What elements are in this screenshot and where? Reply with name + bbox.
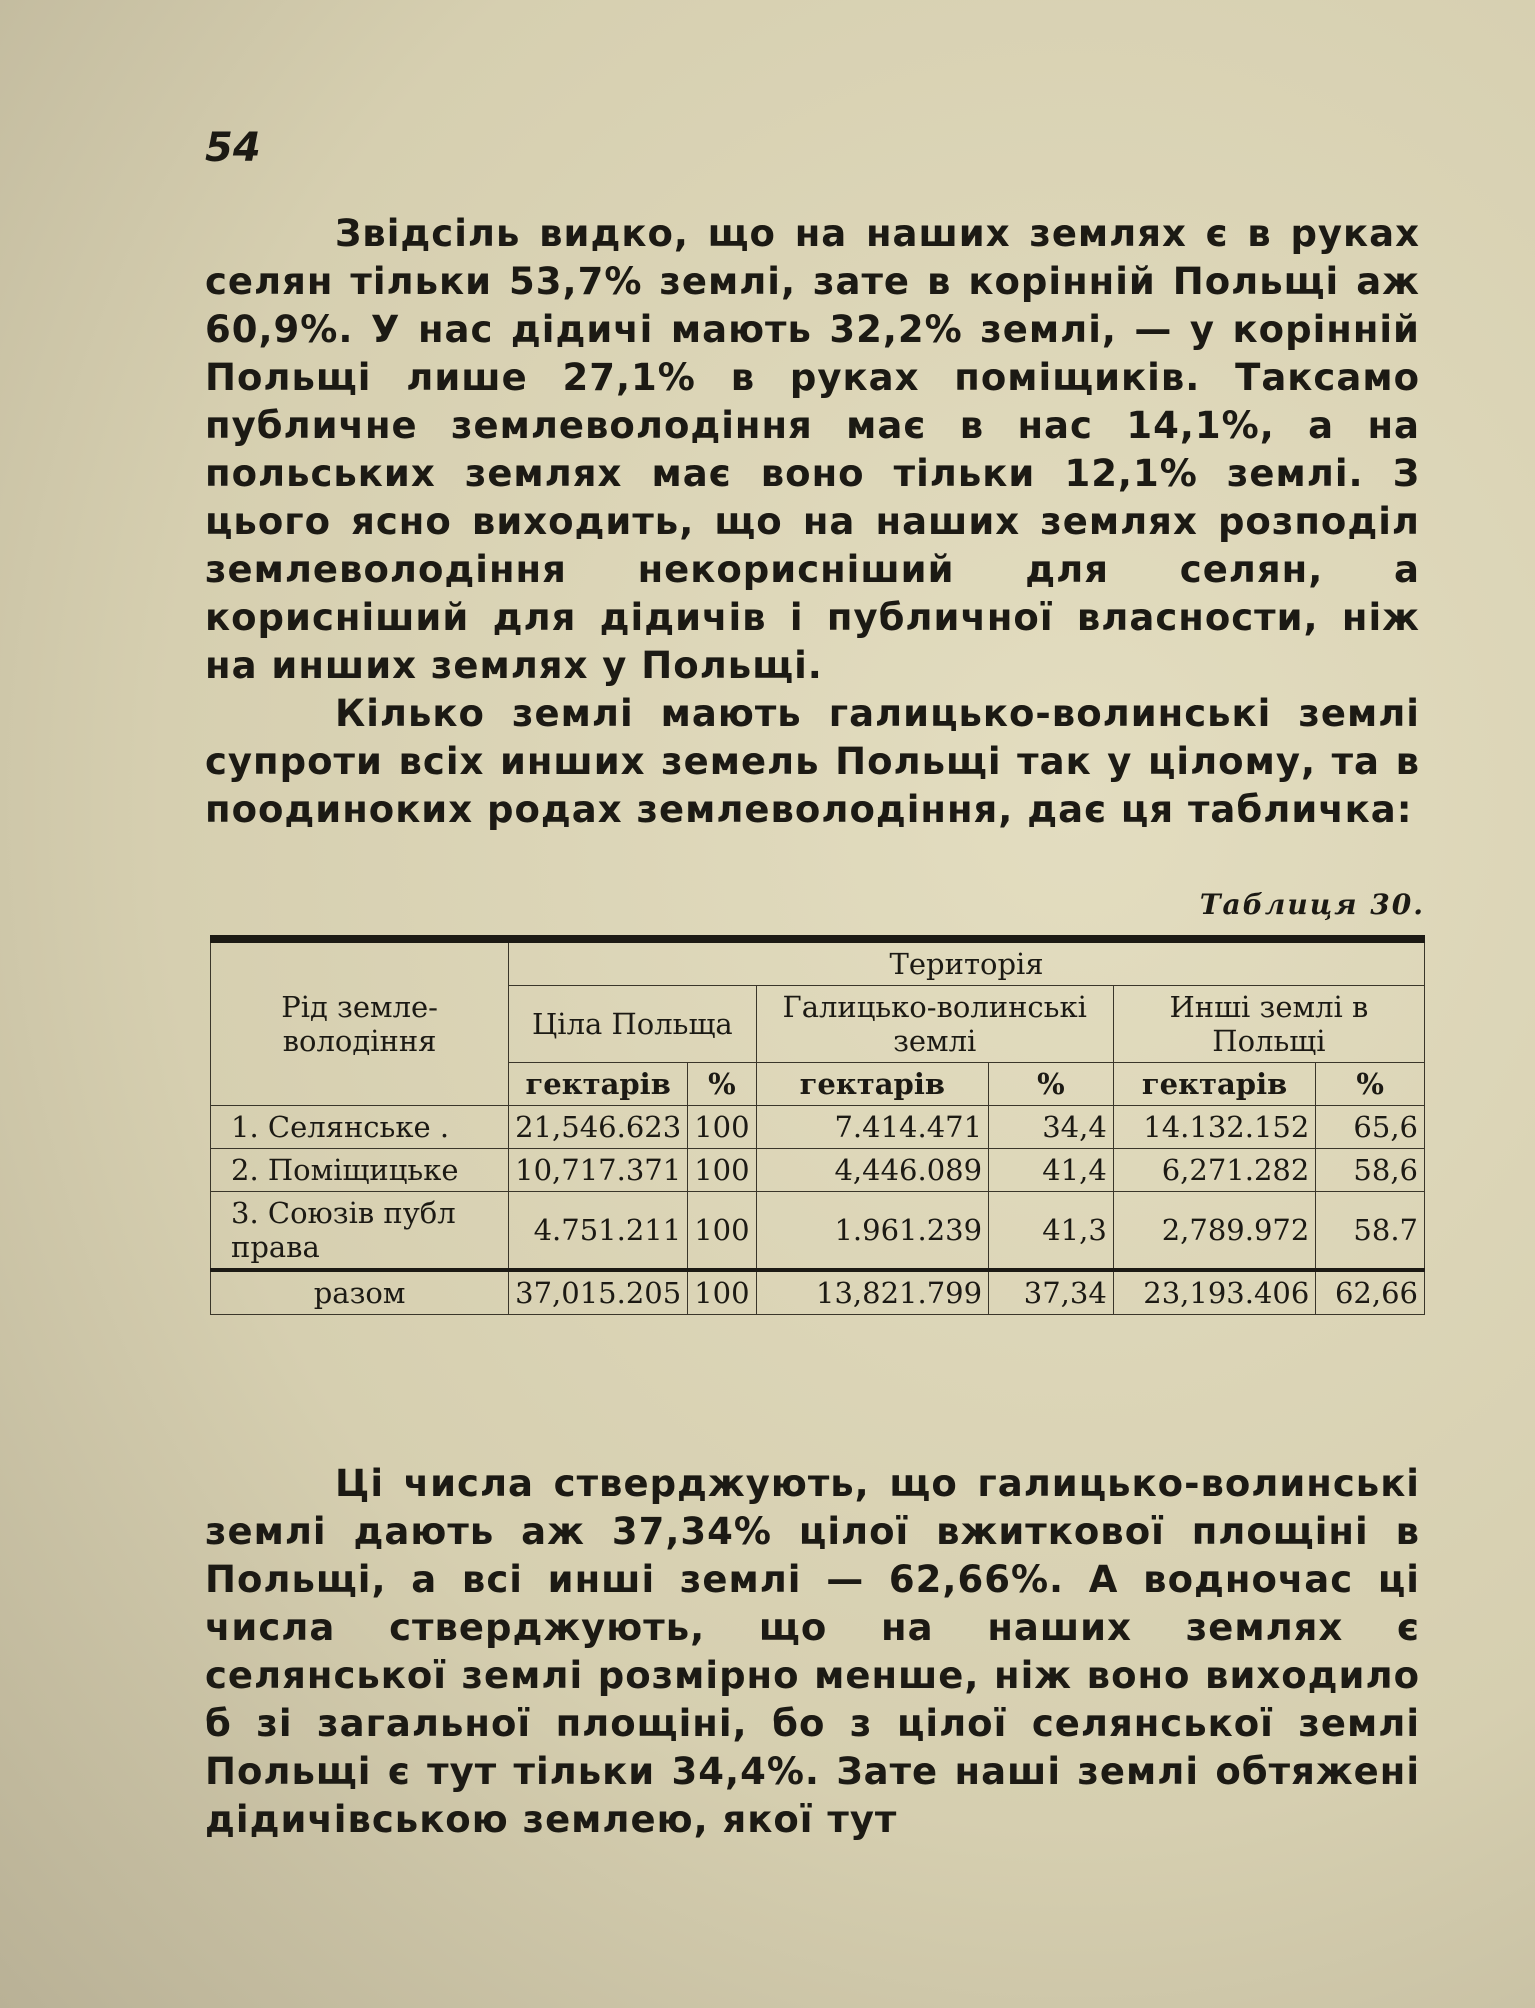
territory-header: Територія: [509, 939, 1425, 986]
hectares-header: гектарів: [509, 1063, 688, 1106]
text-block-top: [205, 210, 1420, 834]
table-row: [211, 1149, 1425, 1192]
table-caption: Таблиця 30.: [1199, 888, 1425, 921]
text-block-bottom: [205, 1460, 1420, 1844]
table-cell: 62,66: [1316, 1270, 1425, 1315]
paragraph: Звідсіль видко, що на наших землях є в руках селян тільки 53,7% землі, зате в корінній Польщі аж 60,9%. У нас дідичі мають 32,2% землі, — у корінній Польщі лише 27,1% в руках поміщиків. Таксамо публичне землеволодіння має в нас 14,1%, а на польських землях має воно тільки 12,1% землі. З цього ясно виходить, що на наших землях розподіл землеволодіння некорисніший для селян, а корисніший для дідичів і публичної власности, ніж на инших землях у Польщі.: [205, 212, 1420, 687]
table-cell: 100: [688, 1192, 756, 1271]
table-cell: 58,6: [1316, 1149, 1425, 1192]
table-row: [211, 1192, 1425, 1271]
table-cell: 100: [688, 1106, 756, 1149]
table-cell: 4,446.089: [756, 1149, 989, 1192]
row-label-header: Рід земле-володіння: [211, 939, 509, 1106]
percent-header: %: [1316, 1063, 1425, 1106]
row-label: 3. Союзів публ права: [211, 1192, 509, 1271]
total-label: разом: [211, 1270, 509, 1315]
table-total-row: [211, 1270, 1425, 1315]
hectares-header: гектарів: [756, 1063, 989, 1106]
table-cell: 21,546.623: [509, 1106, 688, 1149]
col-group-header: Инші землі в Польщі: [1113, 986, 1424, 1063]
table-cell: 100: [688, 1149, 756, 1192]
page-number: 54: [205, 125, 261, 171]
col-group-header: Ціла Польща: [509, 986, 756, 1063]
table-cell: 13,821.799: [756, 1270, 989, 1315]
table-cell: 23,193.406: [1113, 1270, 1316, 1315]
row-label: 2. Поміщицьке: [211, 1149, 509, 1192]
table-cell: 58.7: [1316, 1192, 1425, 1271]
table-cell: 37,34: [989, 1270, 1114, 1315]
table-cell: 37,015.205: [509, 1270, 688, 1315]
table-cell: 2,789.972: [1113, 1192, 1316, 1271]
row-label: 1. Селянське .: [211, 1106, 509, 1149]
table-cell: 34,4: [989, 1106, 1114, 1149]
table-cell: 14.132.152: [1113, 1106, 1316, 1149]
paragraph: Ці числа стверджують, що галицько-волинські землі дають аж 37,34% цілої вжиткової площіні в Польщі, а всі инші землі — 62,66%. А водночас ці числа стверджують, що на наших землях є селянської землі розмірно менше, ніж воно виходило б зі загальної площіні, бо з цілої селянської землі Польщі є тут тільки 34,4%. Зате наші землі обтяжені дідичівською землею, якої тут: [205, 1462, 1420, 1841]
percent-header: %: [688, 1063, 756, 1106]
table-cell: 4.751.211: [509, 1192, 688, 1271]
table-cell: 6,271.282: [1113, 1149, 1316, 1192]
table-cell: 65,6: [1316, 1106, 1425, 1149]
col-group-header: Галицько-волинські землі: [756, 986, 1113, 1063]
percent-header: %: [989, 1063, 1114, 1106]
table-cell: 1.961.239: [756, 1192, 989, 1271]
table-cell: 10,717.371: [509, 1149, 688, 1192]
table-cell: 41,3: [989, 1192, 1114, 1271]
table-cell: 100: [688, 1270, 756, 1315]
hectares-header: гектарів: [1113, 1063, 1316, 1106]
table-row: [211, 1106, 1425, 1149]
table-cell: 7.414.471: [756, 1106, 989, 1149]
paragraph: Кілько землі мають галицько-волинські землі супроти всіх инших земель Польщі так у цілому, та в поодиноких родах землеволодіння, дає ця табличка:: [205, 692, 1420, 831]
data-table: [210, 935, 1425, 1315]
table-cell: 41,4: [989, 1149, 1114, 1192]
